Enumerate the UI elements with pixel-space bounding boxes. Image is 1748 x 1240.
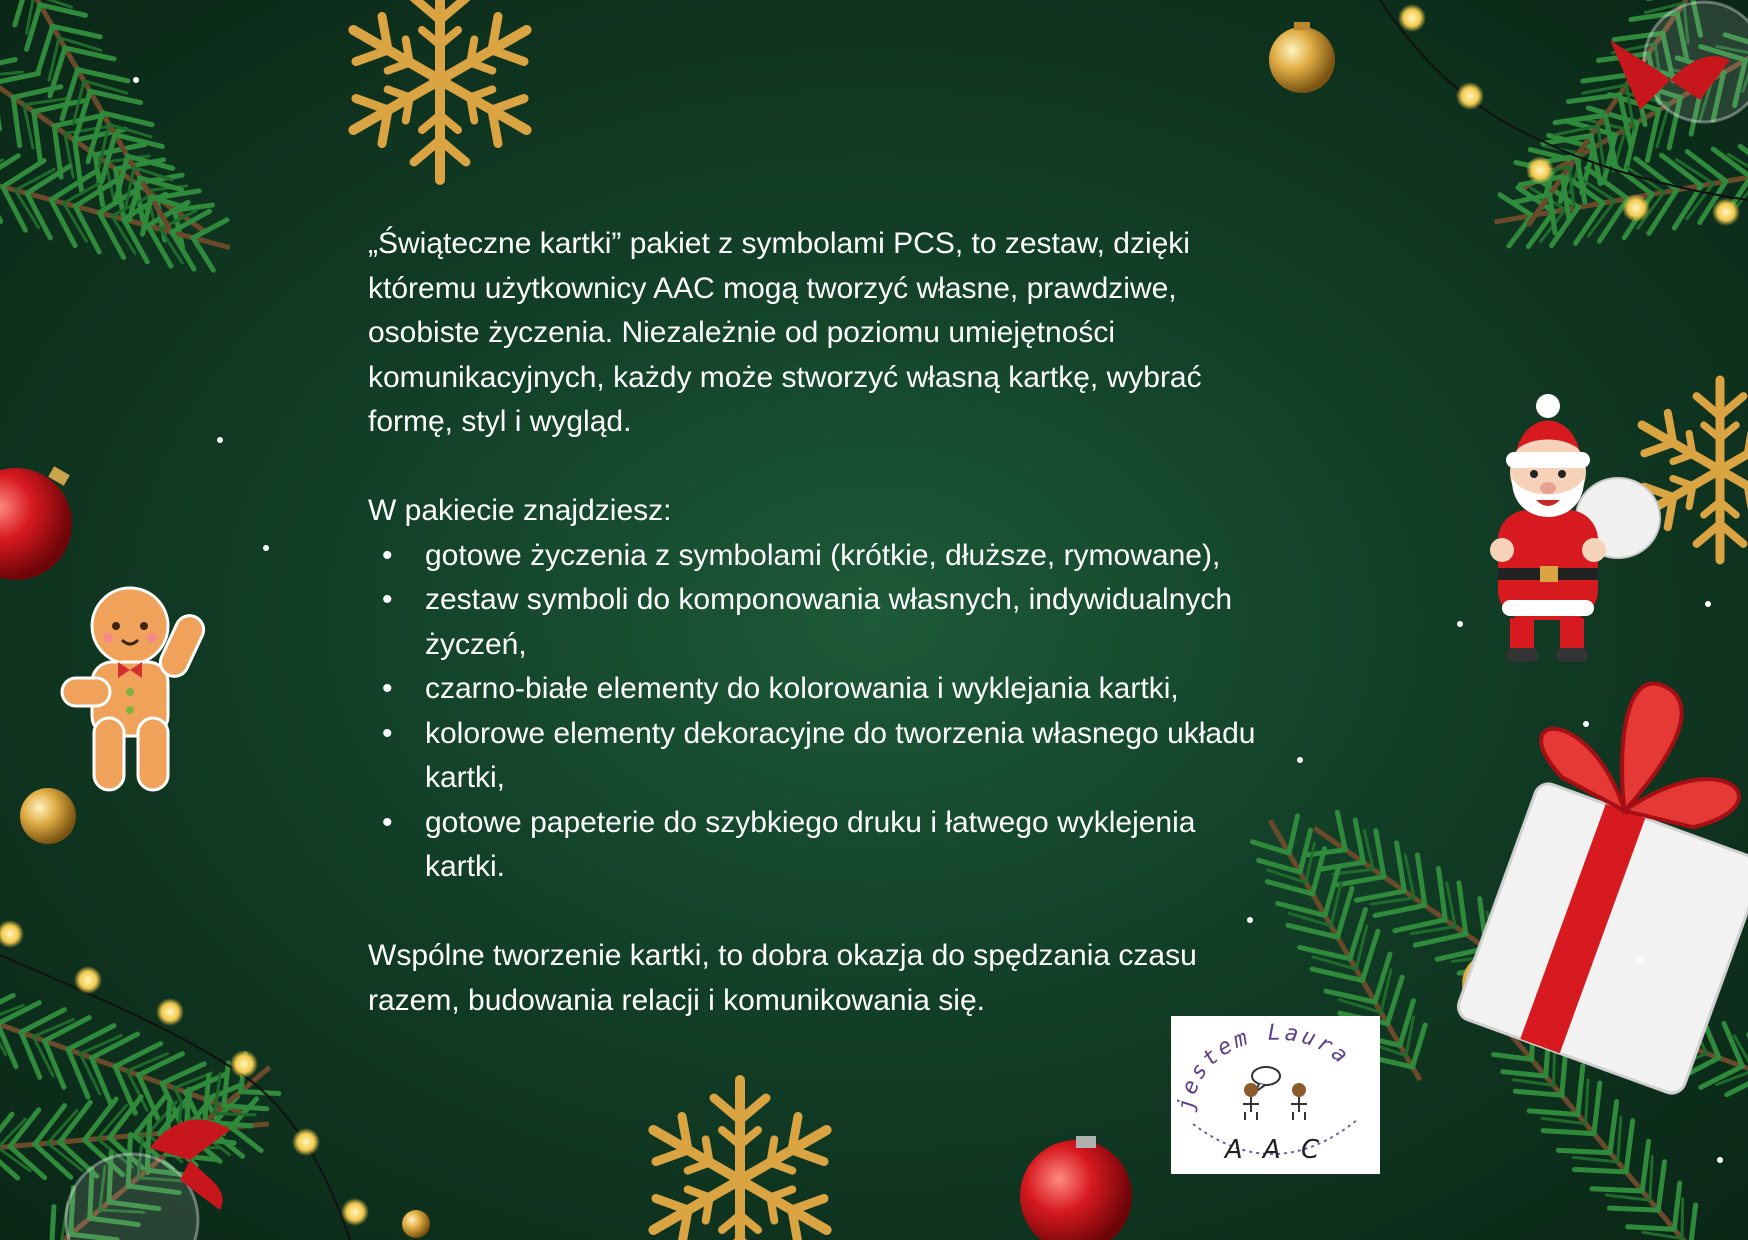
bullet-icon: • — [382, 805, 393, 839]
description-text — [368, 222, 1388, 1023]
list-item-line: gotowe papeterie do szybkiego druku i łatwego wyklejenia — [425, 805, 1196, 839]
outro-line: Wspólne tworzenie kartki, to dobra okazja do spędzania czasu — [368, 939, 1197, 972]
gift-box-icon — [1442, 652, 1748, 1097]
bullet-icon: • — [382, 583, 393, 616]
list-item — [368, 712, 1388, 801]
snowflake-top-icon — [340, 0, 539, 180]
list-item-line: kartki. — [425, 850, 506, 883]
intro-paragraph — [368, 222, 1388, 445]
outro-paragraph — [368, 934, 1388, 1023]
list-item — [368, 667, 1388, 712]
jestem-laura-aac-logo — [1171, 1016, 1380, 1174]
intro-line: któremu użytkownicy AAC mogą tworzyć własne, prawdziwe, — [368, 271, 1177, 305]
santa-icon — [1490, 394, 1660, 662]
gold-bauble-top-icon — [1269, 22, 1335, 93]
gingerbread-man-icon — [62, 588, 208, 790]
bullet-icon: • — [382, 716, 393, 750]
intro-line: „Świąteczne kartki” pakiet z symbolami PCS, to zestaw, dzięki — [368, 227, 1190, 260]
list-item-line: czarno-białe elementy do kolorowania i wyklejania kartki, — [425, 672, 1179, 705]
intro-line: komunikacyjnych, każdy może stworzyć własną kartkę, wybrać — [368, 360, 1202, 394]
list-item-line: kartki, — [425, 761, 506, 794]
list-item — [368, 801, 1388, 890]
list-item — [368, 578, 1388, 667]
bullet-icon: • — [382, 672, 393, 705]
red-bauble-left-icon — [0, 466, 72, 580]
outro-line: razem, budowania relacji i komunikowania się. — [368, 983, 985, 1017]
list-item-line: życzeń, — [425, 627, 527, 661]
package-contents-list — [368, 534, 1388, 890]
intro-line: formę, styl i wygląd. — [368, 405, 632, 438]
gold-bauble-bottom-icon — [402, 1210, 430, 1238]
list-heading: W pakiecie znajdziesz: — [368, 494, 672, 527]
logo-top-text: jestem Laura — [1173, 1020, 1355, 1113]
list-item — [368, 534, 1388, 579]
pine-branch-top-left-icon — [0, 0, 240, 284]
bullet-icon: • — [382, 538, 393, 572]
list-item-line: gotowe życzenia z symbolami (krótkie, dłuższe, rymowane), — [425, 538, 1221, 572]
red-bauble-bottom-icon — [1020, 1136, 1132, 1240]
gold-bauble-left-icon — [20, 788, 76, 844]
speaking-people-icon — [1243, 1067, 1307, 1120]
logo-bottom-text: A A C — [1224, 1135, 1326, 1165]
list-item-line: kolorowe elementy dekoracyjne do tworzenia własnego układu — [425, 716, 1256, 750]
snowflake-bottom-icon — [640, 1080, 839, 1240]
intro-line: osobiste życzenia. Niezależnie od poziomu umiejętności — [368, 316, 1116, 349]
list-item-line: zestaw symboli do komponowania własnych, indywidualnych — [425, 583, 1233, 616]
